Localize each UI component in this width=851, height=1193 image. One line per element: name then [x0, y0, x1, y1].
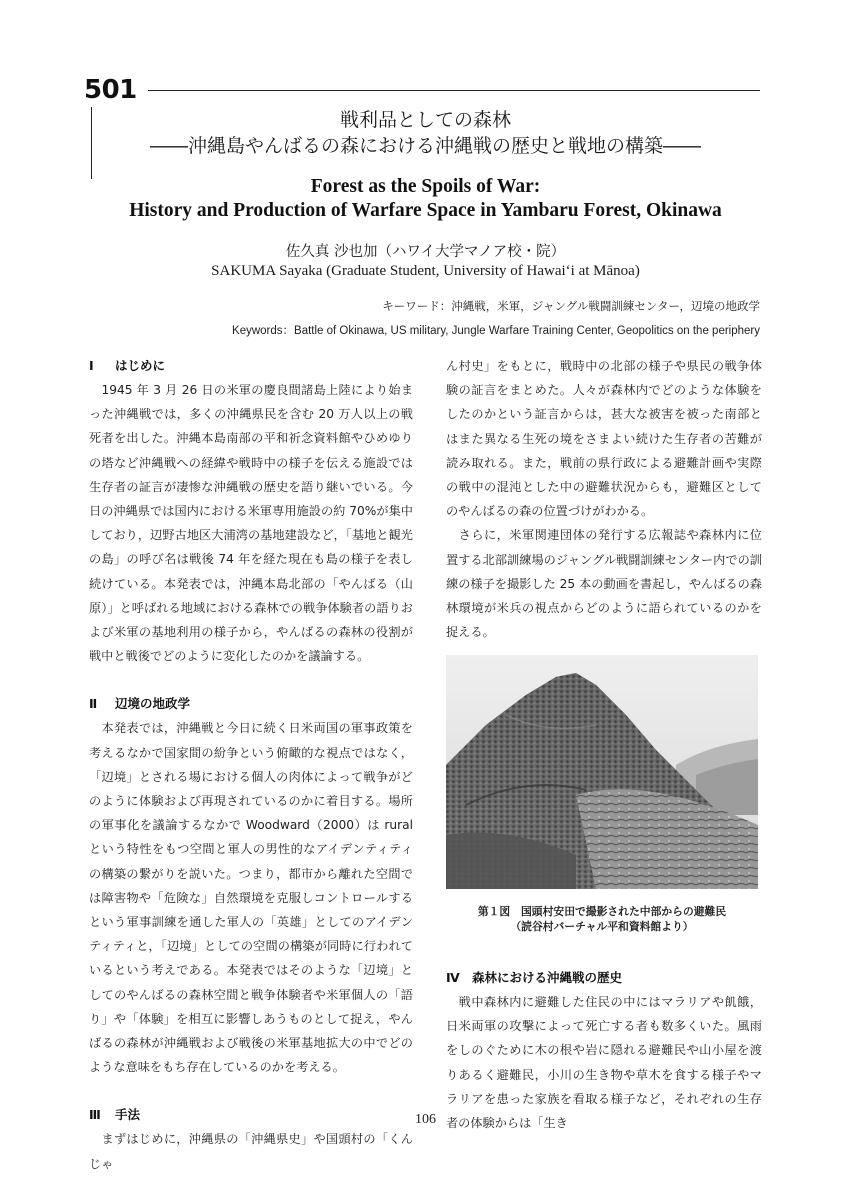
section-body-3: まずはじめに，沖縄県の「沖縄県史」や国頭村の「くんじゃ: [89, 1132, 413, 1171]
keywords-en: Keywords：Battle of Okinawa, US military, Jungle Warfare Training Center, Geopolitics on the periphery: [232, 325, 760, 337]
title-en-line1: Forest as the Spoils of War:: [310, 176, 541, 197]
section-body-4: 戦中森林内に避難した住民の中にはマラリアや飢餓，日米両軍の攻撃によって死亡する者も数多くいた。風雨をしのぐために木の根や岩に隠れる避難民や山小屋を渡りあるく避難民，小川の生き物や草木を食する様子やマラリアを患った家族を看取る様子など，それぞれの生存者の体験からは「生き: [446, 995, 762, 1131]
section-body-1: 1945 年 3 月 26 日の米軍の慶良間諸島上陸により始まった沖縄戦では，多くの沖縄県民を含む 20 万人以上の戦死者を出した。沖縄本島南部の平和祈念資料館やひめゆりの塔など沖縄戦への経緯や戦時中の様子を伝える施設では生存者の証言が凄惨な沖縄戦の歴史を語り継いでいる。今日の沖縄県では国内における米軍専用施設の約 70%が集中しており，辺野古地区大浦湾の基地建設など，「基地と観光の島」の呼び名は戦後 74 年を経た現在も島の様子を表し続けている。本発表では，沖縄本島北部の「やんばる（山原）」と呼ばれる地域における森林での戦争体験者の語りおよび米軍の基地利用の様子から，やんばるの森林の役割が戦中と戦後でどのように変化したのかを議論する。: [89, 383, 413, 664]
right-paragraph-2: さらに，米軍関連団体の発行する広報誌や森林内に位置する北部訓練場のジャングル戦闘訓練センター内での訓練の様子を撮影した 25 本の動画を書起し，やんばるの森林環境が米兵の視点からどのように語られているのかを捉える。: [446, 528, 762, 640]
figure-photo: [446, 655, 758, 889]
figure-caption-line2: （読谷村バーチャル平和資料館より）: [510, 920, 694, 933]
paper-number: 501: [84, 75, 137, 105]
figure-caption-line1: 第１図 国頭村安田で撮影された中部からの避難民: [477, 905, 727, 918]
section-heading-4: Ⅳ 森林における沖縄戦の歴史: [446, 970, 623, 985]
section-heading-1: Ⅰ はじめに: [89, 358, 166, 373]
author-en: SAKUMA Sayaka (Graduate Student, University of Hawaiʻi at Mānoa): [211, 263, 640, 279]
right-column: [446, 354, 762, 644]
section-heading-2: Ⅱ 辺境の地政学: [89, 696, 191, 712]
right-column-section-4: [446, 966, 762, 1135]
header-rule: [148, 90, 760, 91]
figure-caption: [446, 904, 758, 934]
page-number: 106: [415, 1112, 436, 1127]
title-ja-line1: 戦利品としての森林: [339, 109, 511, 131]
title-en-line2: History and Production of Warfare Space in Yambaru Forest, Okinawa: [129, 200, 722, 221]
hillside-photo-image: [446, 655, 758, 889]
left-column: [89, 354, 413, 1176]
keywords-ja: キーワード：沖縄戦，米軍，ジャングル戦闘訓練センター，辺境の地政学: [382, 299, 760, 313]
section-heading-3: Ⅲ 手法: [89, 1107, 141, 1123]
right-paragraph-1: ん村史」をもとに，戦時中の北部の様子や県民の戦争体験の証言をまとめた。人々が森林内でどのような体験をしたのかという証言からは，甚大な被害を被った南部とはまた異なる生死の境をさまよい続けた生存者の苦難が読み取れる。また，戦前の県行政による避難計画や実際の戦中の混沌とした中の避難状況からも，避難区としてのやんばるの森の位置づけがわかる。: [446, 359, 762, 519]
title-ja-line2: ――沖縄島やんばるの森における沖縄戦の歴史と戦地の構築――: [149, 135, 701, 157]
author-ja: 佐久真 沙也加（ハワイ大学マノア校・院）: [285, 244, 566, 260]
section-body-2: 本発表では，沖縄戦と今日に続く日米両国の軍事政策を考えるなかで国家間の紛争という俯瞰的な視点ではなく，「辺境」とされる場における個人の肉体によって戦争がどのように体験および再現されているのかに着目する。場所の軍事化を議論するなかで Woodward（2000）は rural という特性をもつ空間と軍人の男性的なアイデンティティの構築の繋がりを説いた。つまり，都市から離れた空間では障害物や「危険な」自然環境を克服しコントロールするという軍事訓練を通した軍人の「英雄」としてのアイデンティティと，「辺境」としての空間の構築が同時に行われているという考えである。本発表ではそのような「辺境」としてのやんばるの森林空間と戦争体験者や米軍個人の「語り」や「体験」を相互に影響しあうものとして捉え，やんばるの森林が沖縄戦および戦後の米軍基地拡大の中でどのような意味をもち存在しているのかを考える。: [89, 721, 413, 1075]
